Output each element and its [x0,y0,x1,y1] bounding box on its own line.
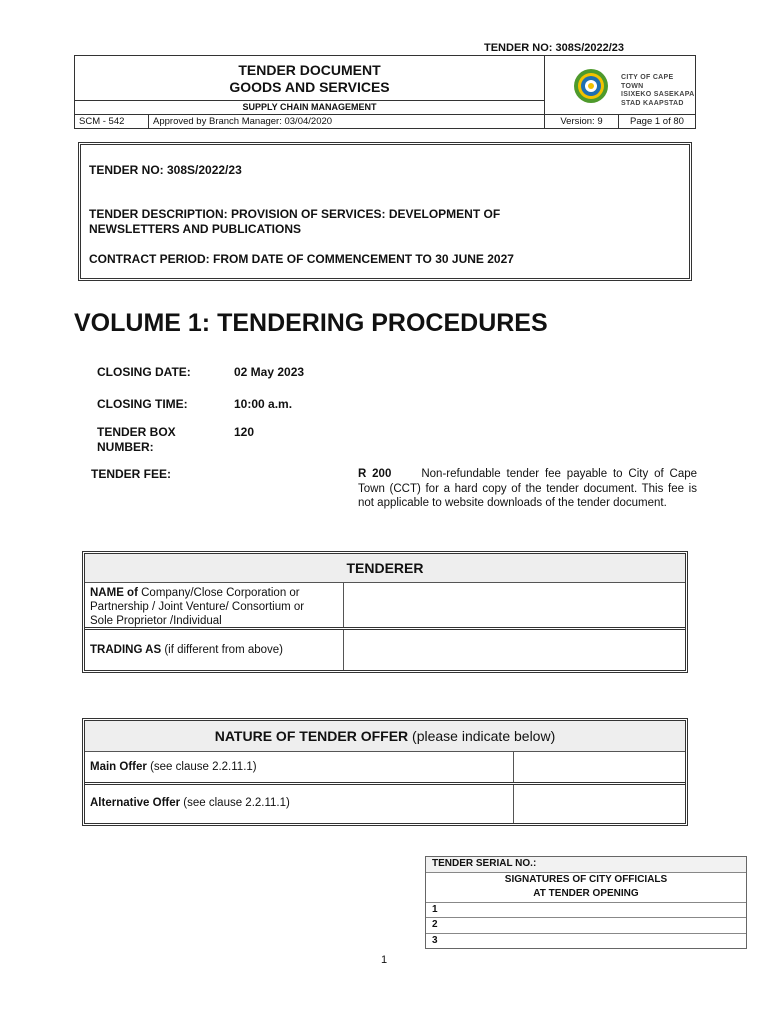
logo-line: CITY OF CAPE TOWN [621,74,674,90]
signatures-line2: AT TENDER OPENING [426,887,746,903]
trading-rest: (if different from above) [161,644,284,656]
main-offer-label [85,752,513,782]
closing-time-value: 10:00 a.m. [234,397,293,411]
document-header-table [74,55,696,129]
main-offer-bold: Main Offer [90,761,147,773]
tenderer-name-input[interactable] [343,583,685,627]
city-logo-text [621,74,697,108]
tender-box-label-line1: TENDER BOX [97,425,176,439]
closing-time-label: CLOSING TIME: [97,397,188,411]
name-line2: Partnership / Joint Venture/ Consortium or [90,601,305,613]
volume-title: VOLUME 1: TENDERING PROCEDURES [74,309,548,337]
tender-info-box [78,142,692,281]
closing-date-label: CLOSING DATE: [97,365,191,379]
tender-fee-amount: R 200 [358,468,392,480]
serial-signatures-table [425,856,747,949]
tender-fee-description: Non-refundable tender fee payable to City of Cape Town (CCT) for a hard copy of the tender document. This fee is not applicable to website downloads of the tender document. [358,468,698,509]
alt-offer-bold: Alternative Offer [90,797,181,809]
approval-info: Approved by Branch Manager: 03/04/2020 [149,115,545,129]
info-description-line2: NEWSLETTERS AND PUBLICATIONS [89,222,301,236]
page-number: 1 [381,954,388,966]
header-meta-row [75,114,695,129]
tenderer-name-label [85,583,343,627]
name-line3: Sole Proprietor /Individual [90,615,222,627]
tenderer-table [82,551,688,673]
header-title-line2: GOODS AND SERVICES [229,79,390,95]
trading-as-input[interactable] [343,630,685,670]
tender-number-top: TENDER NO: 308S/2022/23 [484,42,625,54]
trading-as-label [85,630,343,670]
closing-date-value: 02 May 2023 [234,365,305,379]
city-seal-icon [573,68,609,104]
main-offer-input[interactable] [513,752,685,782]
tenderer-name-row [85,583,685,627]
main-offer-row [85,752,685,782]
tender-box-label-line2: NUMBER: [97,440,154,454]
page-info: Page 1 of 80 [630,116,684,127]
trading-as-row [85,627,685,670]
offer-heading-bold: NATURE OF TENDER OFFER [214,728,409,744]
alternative-offer-label [85,785,513,823]
signatures-line1: SIGNATURES OF CITY OFFICIALS [504,873,668,885]
doc-code: SCM - 542 [75,115,149,129]
info-contract-period: CONTRACT PERIOD: FROM DATE OF COMMENCEMENT TO 30 JUNE 2027 [89,252,514,266]
name-rest: Company/Close Corporation or [137,587,300,599]
alt-offer-rest: (see clause 2.2.11.1) [180,797,290,809]
trading-bold: TRADING AS [90,644,162,656]
tender-fee-label: TENDER FEE: [91,467,172,481]
signature-row[interactable]: 1 [426,903,746,919]
offer-heading-rest: (please indicate below) [408,728,556,744]
city-logo [545,56,697,114]
offer-heading [85,721,685,752]
header-title-cell [75,56,545,100]
main-offer-rest: (see clause 2.2.11.1) [146,761,257,773]
alternative-offer-input[interactable] [513,785,685,823]
signature-row[interactable]: 3 [432,934,438,946]
serial-label: TENDER SERIAL NO.: [426,857,746,873]
tender-box-value: 120 [234,425,255,439]
logo-line: ISIXEKO SASEKAPA [621,91,695,98]
tenderer-heading: TENDERER [85,554,685,583]
logo-line: STAD KAAPSTAD [621,99,684,107]
tender-box-label [97,425,176,455]
version-info: Version: 9 [545,115,619,129]
offer-table [82,718,688,826]
name-bold: NAME of [90,587,138,599]
header-title-line1: TENDER DOCUMENT [238,62,381,78]
info-tender-no: TENDER NO: 308S/2022/23 [89,163,242,177]
alternative-offer-row [85,782,685,823]
tender-fee-text [358,467,697,511]
header-subtitle: SUPPLY CHAIN MANAGEMENT [75,100,545,114]
info-description-line1: TENDER DESCRIPTION: PROVISION OF SERVICES: DEVELOPMENT OF [89,207,501,221]
signature-row[interactable]: 2 [426,918,746,934]
